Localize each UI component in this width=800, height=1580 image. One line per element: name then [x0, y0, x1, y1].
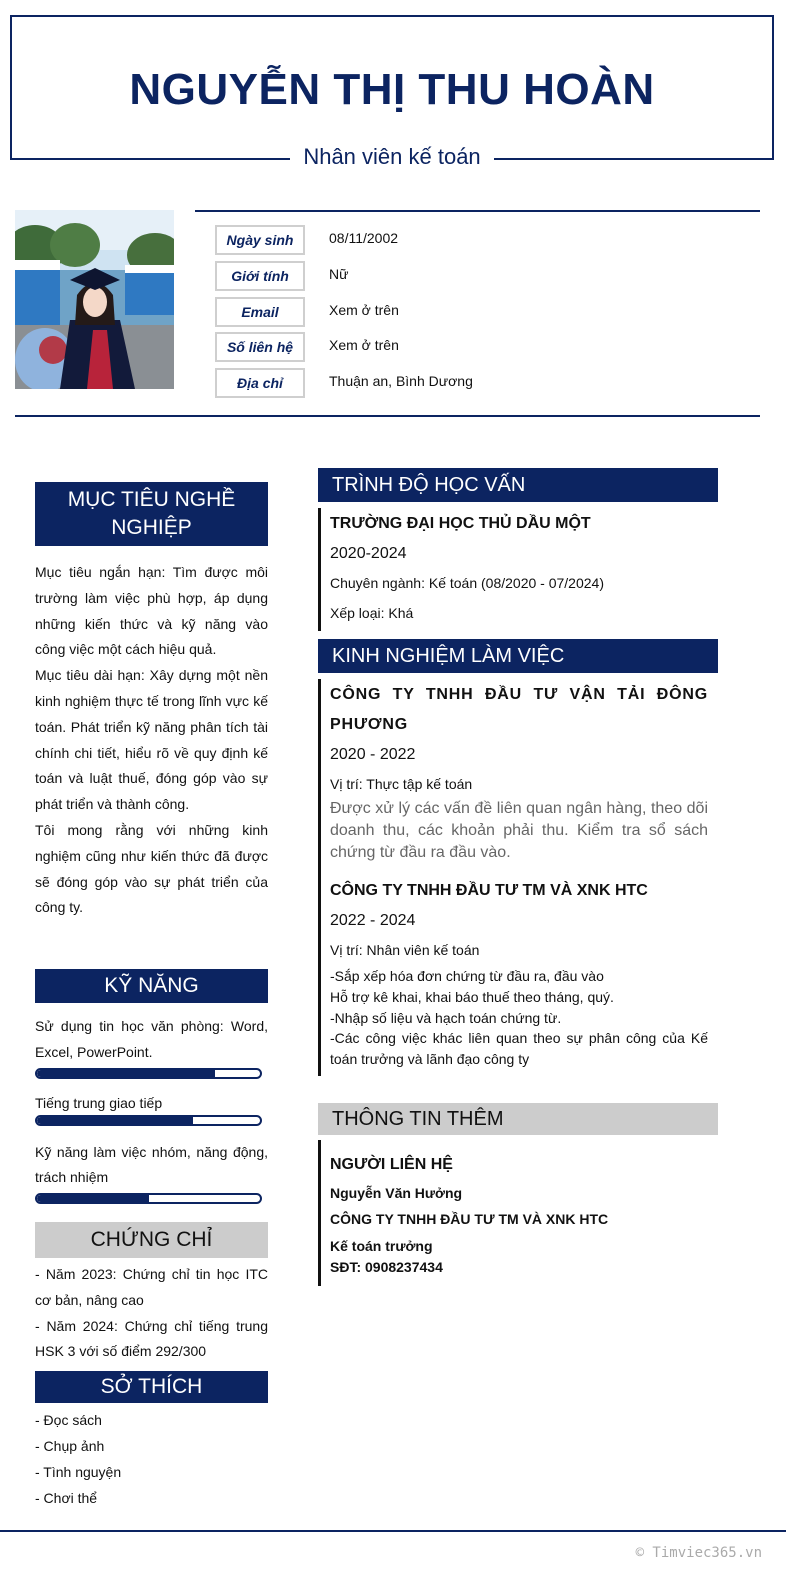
job-description: Được xử lý các vấn đề liên quan ngân hàng, theo dõi doanh thu, các khoản phải thu. Kiểm tra sổ sách chứng từ đầu ra đầu vào. [330, 800, 708, 861]
education-block [318, 508, 718, 631]
skill-bar [35, 1068, 262, 1079]
additional-section [318, 1103, 718, 1286]
hobby-item: - Tình nguyện [35, 1464, 122, 1480]
experience-title: KINH NGHIỆM LÀM VIỆC [318, 639, 718, 673]
objective-title: MỤC TIÊU NGHỀ NGHIỆP [35, 482, 268, 546]
footer-divider [0, 1530, 786, 1532]
info-label: Địa chỉ [215, 368, 305, 398]
candidate-name: NGUYỄN THỊ THU HOÀN [129, 65, 655, 114]
skill-bar-fill [37, 1117, 193, 1124]
objective-section [35, 482, 268, 921]
info-label: Ngày sinh [215, 225, 305, 255]
profile-photo [15, 210, 174, 389]
job-years: 2020 - 2022 [330, 746, 416, 763]
job-description: Hỗ trợ kê khai, khai báo thuế theo tháng, quý. [330, 988, 614, 1005]
info-value: Thuận an, Bình Dương [329, 373, 473, 389]
portrait-photo-icon [15, 210, 174, 389]
education-title: TRÌNH ĐỘ HỌC VẤN [318, 468, 718, 502]
info-bottom-divider [15, 415, 760, 417]
info-label: Email [215, 297, 305, 327]
skill-bar [35, 1115, 262, 1126]
job-position: Vị trí: Thực tập kế toán [330, 776, 473, 792]
contact-phone: SĐT: 0908237434 [330, 1259, 443, 1275]
education-major: Chuyên ngành: Kế toán (08/2020 - 07/2024) [330, 575, 604, 591]
skill-name: Sử dụng tin học văn phòng: Word, Excel, PowerPoint. [35, 1018, 268, 1060]
info-label: Giới tính [215, 261, 305, 291]
info-label: Số liên hệ [215, 332, 305, 362]
objective-paragraph: Mục tiêu dài hạn: Xây dựng một nền kinh nghiệm thực tế trong lĩnh vực kế toán. Phát triển kỹ năng phân tích tài chính chi tiết, hiểu rõ về quy định kế toán và luật thuế, đóng góp vào sự phát triển và thành công. [35, 667, 268, 813]
school-name: TRƯỜNG ĐẠI HỌC THỦ DẦU MỘT [330, 515, 591, 532]
additional-title: THÔNG TIN THÊM [318, 1103, 718, 1135]
contact-heading: NGƯỜI LIÊN HỆ [330, 1156, 453, 1173]
education-rank: Xếp loại: Khá [330, 605, 414, 621]
certificate-item: - Năm 2024: Chứng chỉ tiếng trung HSK 3 với số điểm 292/300 [35, 1317, 268, 1360]
hobby-item: - Chụp ảnh [35, 1438, 105, 1454]
info-value: Nữ [329, 266, 349, 282]
job-title: Nhân viên kế toán [290, 144, 494, 170]
header-box [10, 15, 774, 160]
info-top-divider [195, 210, 760, 212]
objective-paragraph: Tôi mong rằng với những kinh nghiệm cũng như kiến thức đã được sẽ đóng góp vào sự phát triển của công ty. [35, 821, 268, 916]
info-value: 08/11/2002 [329, 230, 399, 246]
certificate-item: - Năm 2023: Chứng chỉ tin học ITC cơ bản, nâng cao [35, 1266, 268, 1308]
hobbies-title: SỞ THÍCH [35, 1371, 268, 1403]
contact-name: Nguyễn Văn Hưởng [330, 1185, 463, 1201]
additional-block [318, 1140, 718, 1286]
job-company: CÔNG TY TNHH ĐẦU TƯ VẬN TẢI ĐÔNG PHƯƠNG [330, 686, 708, 733]
job-position: Vị trí: Nhân viên kế toán [330, 942, 480, 958]
certificates-section [35, 1222, 268, 1365]
info-row-birthdate [215, 225, 755, 255]
experience-block [318, 679, 718, 1076]
info-row-phone [215, 332, 755, 362]
job-description: -Nhập số liệu và hạch toán chứng từ. [330, 1009, 562, 1026]
info-row-address [215, 368, 755, 398]
info-row-email [215, 297, 755, 327]
contact-company: CÔNG TY TNHH ĐẦU TƯ TM VÀ XNK HTC [330, 1211, 609, 1227]
certificates-title: CHỨNG CHỈ [35, 1222, 268, 1258]
skills-section [35, 969, 268, 1204]
education-section [318, 468, 718, 631]
watermark[interactable]: © Timviec365.vn [635, 1545, 762, 1561]
skill-bar-fill [37, 1195, 149, 1202]
info-value: Xem ở trên [329, 337, 399, 353]
job-description: -Các công việc khác liên quan theo sự phân công của Kế toán trưởng và lãnh đạo công ty [330, 1030, 708, 1068]
hobby-item: - Đọc sách [35, 1412, 102, 1428]
job-description: -Sắp xếp hóa đơn chứng từ đầu ra, đầu vào [330, 968, 604, 984]
hobbies-section [35, 1371, 268, 1511]
education-years: 2020-2024 [330, 545, 407, 562]
skill-name: Kỹ năng làm việc nhóm, năng động, trách nhiệm [35, 1143, 268, 1186]
objective-paragraph: Mục tiêu ngắn hạn: Tìm được môi trường làm việc phù hợp, áp dụng những kiến thức và kỹ năng vào công việc một cách hiệu quả. [35, 564, 268, 658]
info-row-gender [215, 261, 755, 291]
skill-bar [35, 1193, 262, 1204]
skills-title: KỸ NĂNG [35, 969, 268, 1003]
skill-bar-fill [37, 1070, 215, 1077]
job-company: CÔNG TY TNHH ĐẦU TƯ TM VÀ XNK HTC [330, 882, 648, 899]
hobby-item: - Chơi thể [35, 1490, 98, 1506]
experience-section [318, 639, 718, 1076]
job-years: 2022 - 2024 [330, 912, 416, 929]
skill-name: Tiếng trung giao tiếp [35, 1094, 163, 1111]
info-value: Xem ở trên [329, 302, 399, 318]
contact-role: Kế toán trưởng [330, 1238, 433, 1254]
